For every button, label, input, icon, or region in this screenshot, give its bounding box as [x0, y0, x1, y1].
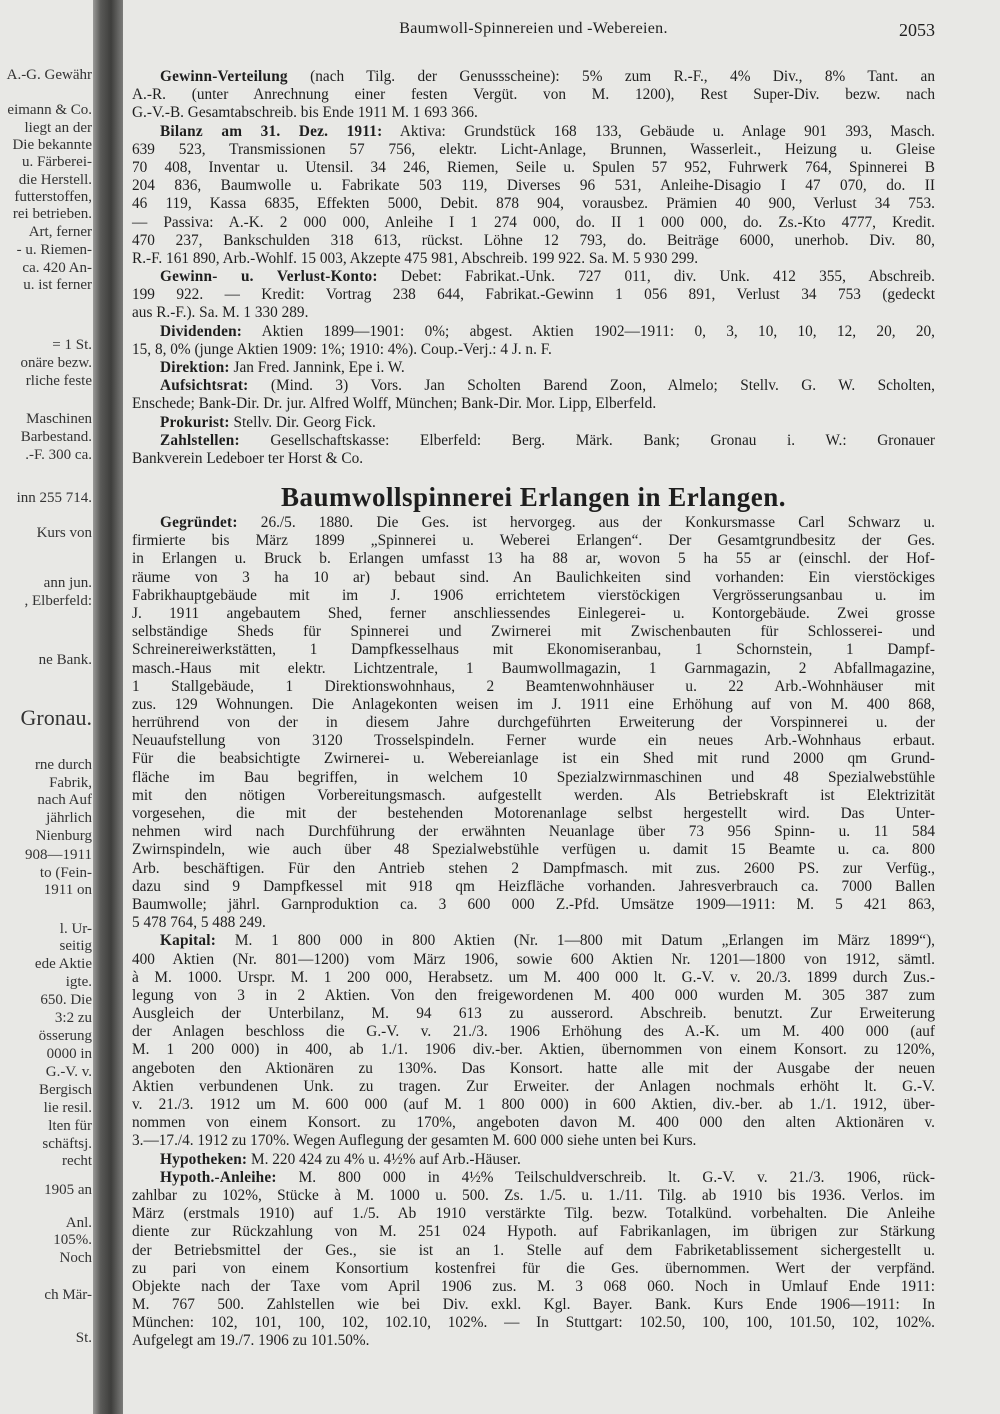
adjacent-page-text: 650. Die [40, 992, 92, 1008]
text-line: 1 Stallgebäude, 1 Direktionswohnhaus, 2 Beamtenwohnhäuser u. 22 Arb.-Wohnhäuser mit [132, 677, 935, 695]
paragraph-lead: Dividenden: [160, 322, 243, 340]
adjacent-page-text: Noch [59, 1250, 92, 1266]
adjacent-page-text: 0000 in [46, 1046, 92, 1062]
text-line: Arb. beschäftigen. Für den Antrieb stehen 2 Dampfmasch. mit zus. 2600 PS. zur Verfüg., [132, 859, 935, 877]
text-line [132, 123, 935, 141]
text-line: Aktien verbundenen Unk. zu tragen. Zur Erweiter. der Anlagen nochmals erhöht lt. G.-V. [132, 1077, 935, 1095]
text-line: M. 767 500. Zahlstellen wie bei Div. exkl. Kgl. Bayer. Bank. Kurs Ende 1906—1911: In [132, 1296, 935, 1314]
adjacent-page-text: ne Bank. [38, 652, 92, 668]
text-line [132, 359, 935, 377]
section-previous-company [132, 68, 935, 468]
line-text: Gesellschaftskasse: Elberfeld: Berg. Märk. Bank; Gronau i. W.: Gronauer [239, 431, 935, 449]
paragraph [132, 377, 935, 413]
line-text: Aktiva: Grundstück 168 133, Gebäude u. Anlage 901 393, Masch. [382, 122, 935, 140]
text-line: 204 836, Baumwolle u. Fabrikate 503 119, Diverses 96 531, Anleihe-Disagio I 47 070, do. II [132, 177, 935, 195]
adjacent-page-text: ann jun. [43, 575, 92, 591]
line-text: Debet: Fabrikat.-Unk. 727 011, div. Unk. 412 355, Abschreib. [377, 268, 936, 286]
text-line: zahlbar zu 102%, Stücke à M. 1000 u. 500. Zs. 1./5. u. 1./11. Tilg. ab 1910 bis 1936. Verlos. im [132, 1186, 935, 1204]
adjacent-page-text: Nienburg [35, 828, 92, 844]
paragraph-lead: Hypoth.-Anleihe: [160, 1168, 277, 1186]
paragraph [132, 1151, 935, 1169]
paragraph [132, 1169, 935, 1351]
text-line: Ausgleich der Unterbilanz, M. 94 613 zu ausserord. Abschreib. benutzt. Zur Erweiterung [132, 1005, 935, 1023]
company-heading: Baumwollspinnerei Erlangen in Erlangen. [280, 482, 787, 512]
adjacent-page-text: Anl. [65, 1215, 92, 1231]
text-line: räume von 3 ha 10 ar) bebaut sind. An Baulichkeiten sind vorhanden: Ein vierstöckiges [132, 568, 935, 586]
text-line: firmierte bis März 1899 „Spinnerei u. Weberei Erlangen“. Der Gesamtgrundbesitz der Ges. [132, 532, 935, 550]
adjacent-page-text: 1905 an [44, 1182, 92, 1198]
text-line: v. 21./3. 1912 um M. 600 000 (auf M. 1 800 000) in 600 Aktien, div.-ber. ab 1./1. 1912, über- [132, 1096, 935, 1113]
adjacent-page-text: u. ist ferner [23, 277, 92, 293]
text-line [132, 323, 935, 341]
text-line: A.-R. (unter Anrechnung einer festen Vergüt. von M. 1200), Rest Super-Div. bezw. nach [132, 86, 935, 104]
paragraph [132, 123, 935, 269]
text-line: 3.—17./4. 1912 zu 170%. Wegen Auflegung der gesamten M. 600 000 siehe unten bei Kurs. [132, 1132, 697, 1150]
adjacent-page-text: seitig [59, 938, 92, 954]
adjacent-page-text: lten für [48, 1118, 92, 1134]
paragraph-lead: Aufsichtsrat: [160, 377, 249, 395]
adjacent-page-text: l. Ur- [59, 921, 92, 937]
text-line: Für die beabsichtigte Zwirnerei- u. Webereianlage ist ein Shed mit rund 2000 qm Grund- [132, 750, 935, 768]
text-line: Neuaufstellung von 3120 Trosselspindeln. Ferner wurde ein neues Arb.-Wohnhaus erbaut. [132, 732, 935, 750]
adjacent-page-text: onäre bezw. [20, 355, 92, 371]
text-line: Aufgelegt am 19./7. 1906 zu 101.50%. [132, 1332, 370, 1350]
text-line: masch.-Haus mit elektr. Lichtzentrale, 1 Baumwollmagazin, 1 Garnmagazin, 2 Abfallmagazine, [132, 659, 935, 677]
adjacent-page-text: .-F. 300 ca. [25, 447, 92, 463]
line-text: Jan Fred. Jannink, Epe i. W. [229, 359, 405, 376]
text-line: in Erlangen u. Bruck b. Erlangen umfasst 13 ha 88 ar, wovon 5 ha 55 ar (einschl. der Hof- [132, 550, 935, 568]
adjacent-page-text: inn 255 714. [16, 490, 92, 506]
adjacent-page-text: lie resil. [43, 1100, 92, 1116]
text-line: legung von 3 in 2 Aktien. Von den freigewordenen M. 400 000 wurden M. 305 387 zum [132, 986, 935, 1004]
text-line [132, 377, 935, 395]
text-line: Schreinereiwerkstätten, 1 Dampfkesselhaus mit Ekonomiseranbau, 1 Schornstein, 1 Dampf- [132, 641, 935, 659]
text-line: J. 1911 angebautem Shed, ferner anschliessendes Einlegerei- u. Kontorgebäude. Zwei grosse [132, 604, 935, 622]
adjacent-page-text: Kurs von [36, 525, 92, 541]
adjacent-page-text: nach Auf [37, 792, 92, 808]
adjacent-page-text: die Herstell. [18, 172, 92, 188]
adjacent-page-text: Bergisch [38, 1082, 92, 1098]
line-text: 26./5. 1880. Die Ges. ist hervorgeg. aus der Konkursmasse Carl Schwarz u. [237, 514, 935, 531]
text-line: mit den nötigen Vorbereitungsmasch. aufgestellt werden. Als Betriebskraft ist Elektrizität [132, 786, 935, 804]
adjacent-page-text: ca. 420 An- [22, 260, 92, 276]
text-line: nehmen wird nach Durchführung der erwähnten Neuanlage über 73 956 Spinn- u. 11 584 [132, 823, 935, 841]
text-line: zus. 129 Wohnungen. Die Anlagekonten weisen im J. 1911 eine Erhöhung auf von M. 400 868, [132, 695, 935, 713]
adjacent-page-text: 105%. [53, 1232, 92, 1248]
adjacent-page-text: rliche feste [25, 373, 92, 389]
text-line: — Passiva: A.-K. 2 000 000, Anleihe I 1 274 000, do. II 1 000 000, do. Zs.-Kto 4777, Kredit. [132, 213, 935, 231]
text-line: dazu sind 9 Dampfkessel mit 918 qm Heizfläche vorhanden. Jahresverbrauch ca. 7000 Ballen [132, 877, 935, 895]
paragraph [132, 68, 935, 123]
paragraph [132, 514, 935, 932]
text-line: aus R.-F.). Sa. M. 1 330 289. [132, 304, 309, 322]
text-line: Baumwolle; jährl. Garnproduktion ca. 3 600 000 Z.-Pfd. Umsätze 1909—1911: M. 5 421 863, [132, 895, 935, 913]
paragraph [132, 268, 935, 323]
text-line [132, 514, 935, 532]
adjacent-page-text: jährlich [46, 810, 92, 826]
adjacent-page-text: Die bekannte [12, 137, 92, 153]
paragraph [132, 414, 935, 432]
text-line: 400 Aktien (Nr. 801—1200) vom März 1906, sowie 600 Aktien Nr. 1201—1800 von 1912, sämtl. [132, 950, 935, 968]
paragraph [132, 432, 935, 468]
text-line: 70 408, Inventar u. Utensil. 34 246, Riemen, Seile u. Spulen 57 952, Fuhrwerk 764, Spinnerei B [132, 158, 935, 176]
running-header-title: Baumwoll-Spinnereien und -Webereien. [399, 20, 668, 37]
adjacent-page-text: igte. [65, 974, 92, 990]
adjacent-page-text: futterstoffen, [14, 189, 92, 205]
adjacent-page-text: u. Färberei- [22, 154, 92, 170]
line-text: M. 1 800 000 in 800 Aktien (Nr. 1—800 mit Datum „Erlangen im März 1899“), [216, 932, 935, 950]
paragraph-lead: Gewinn-Verteilung [160, 68, 288, 85]
line-text: M. 220 424 zu 4% u. 4½% auf Arb.-Häuser. [247, 1150, 521, 1168]
text-line: diente zur Rückzahlung von M. 251 024 Hypoth. auf Fabrikanlagen, im übrigen zur Stärkung [132, 1223, 935, 1241]
adjacent-page-text: 1911 on [43, 882, 92, 898]
text-line: Fabrikhauptgebäude mit im J. 1906 errichtetem vierstöckigen Vergrösserungsanbau u. im [132, 586, 935, 604]
text-line [132, 414, 935, 432]
line-text: (Mind. 3) Vors. Jan Scholten Barend Zoon, Almelo; Stellv. G. W. Scholten, [248, 377, 935, 395]
text-line: G.-V.-B. Gesamtabschreib. bis Ende 1911 M. 1 693 366. [132, 104, 478, 122]
adjacent-page-text: G.-V. v. [45, 1064, 92, 1080]
text-line [132, 68, 935, 86]
adjacent-page-text: Gronau. [20, 705, 92, 730]
text-line: angeboten den Aktionären zu 130%. Das Konsort. hatte alle mit der Ausgabe der neuen [132, 1059, 935, 1077]
text-line: München: 102, 101, 100, 102, 102.10, 102%. — In Stuttgart: 102.50, 100, 100, 101.50, 102, 102%. [132, 1314, 935, 1332]
adjacent-page-text: - u. Riemen- [16, 242, 92, 258]
text-line: nommen von einem Konsort. zu 170%, angeboten davon M. 400 000 den alten Aktionären v. [132, 1114, 935, 1132]
adjacent-page-text: Art, ferner [28, 224, 92, 240]
text-line [132, 432, 935, 450]
text-line: der Betriebsmittel der Ges., sie ist an 1. Stelle auf dem Fabriketablissement sichergestellt u. [132, 1241, 935, 1259]
paragraph-lead: Prokurist: [160, 413, 230, 431]
adjacent-page-text: liegt an der [24, 120, 92, 136]
line-text: Stellv. Dir. Georg Fick. [229, 413, 376, 431]
text-line: Bankverein Ledeboer ter Horst & Co. [132, 449, 364, 467]
text-line: 46 119, Kassa 6835, Effekten 5000, Debit. 878 904, vorausbez. Prämien 40 900, Verlust 34 753. [132, 195, 935, 213]
adjacent-page-text: 908—1911 [25, 847, 92, 863]
adjacent-page-fragment [0, 0, 92, 1414]
section-baumwollspinnerei-erlangen [132, 514, 935, 1351]
adjacent-page-text: Maschinen [26, 411, 92, 427]
text-line [132, 1151, 935, 1169]
text-line: R.-F. 161 890, Arb.-Wohlf. 15 003, Akzepte 475 981, Abschreib. 199 922. Sa. M. 5 930 299. [132, 249, 699, 267]
adjacent-page-text: eimann & Co. [7, 102, 92, 118]
text-line: fläche im Bau begriffen, in welchem 10 Spezialzwirnmaschinen und 48 Spezialwebstühle [132, 768, 935, 786]
adjacent-page-text: Barbestand. [20, 429, 92, 445]
line-text: M. 800 000 in 4½% Teilschuldverschreib. lt. G.-V. v. 21./3. 1906, rück- [276, 1168, 935, 1186]
running-header [132, 20, 935, 42]
paragraph [132, 323, 935, 359]
text-line: M. 1 200 000) in 400, ab 1./1. 1906 div.-ber. Aktien, übernommen von einem Konsort. zu 120%, [132, 1041, 935, 1059]
text-line: selbständige Sheds für Spinnerei und Zwirnerei mit Zwischenbauten für Schlosserei- und [132, 623, 935, 641]
adjacent-page-text: recht [62, 1153, 92, 1169]
text-line: 15, 8, 0% (junge Aktien 1909: 1%; 1910: 4%). Coup.-Verj.: 4 J. n. F. [132, 340, 552, 358]
paragraph-lead: Gewinn- u. Verlust-Konto: [160, 268, 378, 286]
adjacent-page-text: össerung [38, 1028, 92, 1044]
paragraph [132, 359, 935, 377]
text-line: März (erstmals 1910) auf 1./5. Ab 1910 verstärkte Tilg. bezw. Totalkünd. vorbehalten. Die Anleihe [132, 1205, 935, 1223]
text-line [132, 1169, 935, 1187]
paragraph-lead: Bilanz am 31. Dez. 1911: [160, 122, 383, 140]
text-line: Zwirnspindeln, wie auch über 48 Spezialwebstühle verfügen u. damit 15 Beamte u. ca. 800 [132, 841, 935, 859]
paragraph [132, 932, 935, 1150]
text-line: Objekte nach der Taxe vom April 1906 zus. M. 3 068 060. Noch in Umlauf Ende 1911: [132, 1277, 935, 1295]
adjacent-page-text: to (Fein- [39, 865, 92, 881]
text-line: 639 523, Transmissionen 57 756, elektr. Licht-Anlage, Brunnen, Wasserleit., Heizung u. Gleise [132, 140, 935, 158]
text-line [132, 932, 935, 950]
line-text: (nach Tilg. der Genussscheine): 5% zum R.-F., 4% Div., 8% Tant. an [287, 68, 935, 85]
paragraph-lead: Direktion: [160, 359, 230, 376]
text-line: à M. 1000. Urspr. M. 1 200 000, Herabsetz. um M. 400 000 lt. G.-V. v. 20./3. 1899 durch Zus.- [132, 968, 935, 986]
text-line: 470 237, Bankschulden 318 613, rückst. Löhne 12 793, do. Beiträge 6000, unerhob. Div. 80, [132, 231, 935, 249]
adjacent-page-text: St. [75, 1330, 92, 1346]
text-line: 199 922. — Kredit: Vortrag 238 644, Fabrikat.-Gewinn 1 056 891, Verlust 34 753 (gedeckt [132, 286, 935, 304]
text-line: der Anlagen beschloss die G.-V. v. 21./3. 1906 Erhöhung des A.-K. um M. 400 000 (auf [132, 1023, 935, 1041]
adjacent-page-text: rne durch [34, 757, 92, 773]
page-number: 2053 [899, 20, 935, 40]
paragraph-lead: Zahlstellen: [160, 431, 240, 449]
text-line: herrührend von der in diesem Jahre durchgeführten Erweiterung der Vorspinnerei u. der [132, 714, 935, 732]
paragraph-lead: Kapital: [160, 932, 216, 950]
paragraph-lead: Gegründet: [160, 514, 238, 531]
adjacent-page-text: schäftsj. [42, 1136, 92, 1152]
adjacent-page-text: A.-G. Gewähr [6, 67, 92, 83]
adjacent-page-text: ch Mär- [44, 1287, 92, 1303]
text-line: zu pari von einem Konsortium kostenfrei für die Ges. übernommen. Wert der verpfänd. [132, 1259, 935, 1277]
adjacent-page-text: , Elberfeld: [24, 593, 92, 609]
line-text: Aktien 1899—1901: 0%; abgest. Aktien 1902—1911: 0, 3, 10, 10, 12, 20, 20, [242, 322, 935, 340]
text-line: Enschede; Bank-Dir. Dr. jur. Alfred Wolff, München; Bank-Dir. Mor. Lipp, Elberfeld. [132, 395, 657, 413]
text-line: vorgesehen, die mit der bestehenden Motorenanlage selbst hergestellt wird. Das Unter- [132, 805, 935, 822]
adjacent-page-text: ede Aktie [34, 956, 92, 972]
text-line: 5 478 764, 5 488 249. [132, 914, 266, 932]
adjacent-page-text: Fabrik, [49, 775, 92, 791]
adjacent-page-text: 3:2 zu [54, 1010, 92, 1026]
book-binding-gutter [93, 0, 123, 1414]
adjacent-page-text: = 1 St. [52, 337, 92, 353]
text-line [132, 268, 935, 286]
paragraph-lead: Hypotheken: [160, 1150, 248, 1168]
adjacent-page-text: rei betrieben. [12, 206, 92, 222]
